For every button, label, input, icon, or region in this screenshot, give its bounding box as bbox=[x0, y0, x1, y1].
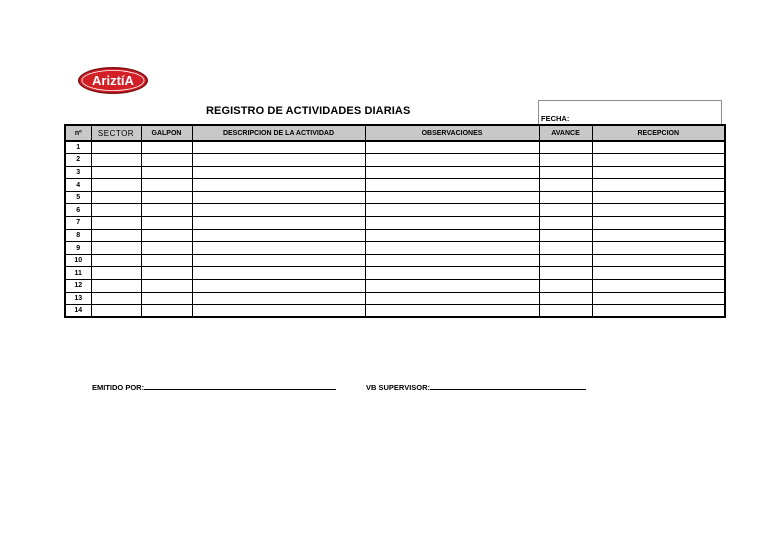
cell-num: 4 bbox=[65, 179, 91, 192]
column-header-observaciones: OBSERVACIONES bbox=[365, 125, 539, 141]
cell-recepcion[interactable] bbox=[592, 229, 725, 242]
cell-recepcion[interactable] bbox=[592, 166, 725, 179]
column-header-galpon: GALPON bbox=[141, 125, 192, 141]
cell-observaciones[interactable] bbox=[365, 229, 539, 242]
cell-descripcion[interactable] bbox=[192, 292, 365, 305]
cell-galpon[interactable] bbox=[141, 166, 192, 179]
cell-sector[interactable] bbox=[91, 229, 141, 242]
cell-avance[interactable] bbox=[539, 191, 592, 204]
cell-avance[interactable] bbox=[539, 254, 592, 267]
cell-num: 10 bbox=[65, 254, 91, 267]
cell-galpon[interactable] bbox=[141, 191, 192, 204]
fecha-label: FECHA: bbox=[541, 114, 570, 123]
cell-sector[interactable] bbox=[91, 292, 141, 305]
cell-recepcion[interactable] bbox=[592, 179, 725, 192]
cell-descripcion[interactable] bbox=[192, 280, 365, 293]
cell-num: 9 bbox=[65, 242, 91, 255]
cell-descripcion[interactable] bbox=[192, 166, 365, 179]
cell-sector[interactable] bbox=[91, 305, 141, 318]
emitido-label: EMITIDO POR: bbox=[92, 383, 145, 392]
cell-observaciones[interactable] bbox=[365, 191, 539, 204]
cell-recepcion[interactable] bbox=[592, 217, 725, 230]
cell-sector[interactable] bbox=[91, 166, 141, 179]
cell-avance[interactable] bbox=[539, 217, 592, 230]
vb-signature bbox=[366, 381, 586, 392]
cell-num: 5 bbox=[65, 191, 91, 204]
column-header-sector: SECTOR bbox=[91, 125, 141, 141]
cell-descripcion[interactable] bbox=[192, 154, 365, 167]
cell-descripcion[interactable] bbox=[192, 141, 365, 154]
ariztia-logo bbox=[77, 66, 149, 95]
cell-avance[interactable] bbox=[539, 280, 592, 293]
fecha-field[interactable] bbox=[538, 100, 722, 124]
table-row bbox=[65, 179, 725, 192]
cell-observaciones[interactable] bbox=[365, 141, 539, 154]
table-row bbox=[65, 267, 725, 280]
cell-recepcion[interactable] bbox=[592, 242, 725, 255]
column-header-avance: AVANCE bbox=[539, 125, 592, 141]
cell-galpon[interactable] bbox=[141, 305, 192, 318]
table-row bbox=[65, 254, 725, 267]
cell-galpon[interactable] bbox=[141, 179, 192, 192]
cell-sector[interactable] bbox=[91, 204, 141, 217]
cell-galpon[interactable] bbox=[141, 217, 192, 230]
emitido-signature bbox=[92, 381, 336, 392]
cell-observaciones[interactable] bbox=[365, 217, 539, 230]
vb-line[interactable] bbox=[430, 381, 586, 390]
cell-observaciones[interactable] bbox=[365, 280, 539, 293]
table-row bbox=[65, 305, 725, 318]
cell-num: 13 bbox=[65, 292, 91, 305]
cell-recepcion[interactable] bbox=[592, 141, 725, 154]
cell-sector[interactable] bbox=[91, 154, 141, 167]
cell-descripcion[interactable] bbox=[192, 217, 365, 230]
cell-observaciones[interactable] bbox=[365, 154, 539, 167]
cell-galpon[interactable] bbox=[141, 280, 192, 293]
vb-label: VB SUPERVISOR: bbox=[366, 383, 431, 392]
column-header-descripcion: DESCRIPCION DE LA ACTIVIDAD bbox=[192, 125, 365, 141]
cell-num: 6 bbox=[65, 204, 91, 217]
cell-galpon[interactable] bbox=[141, 229, 192, 242]
cell-recepcion[interactable] bbox=[592, 191, 725, 204]
cell-num: 1 bbox=[65, 141, 91, 154]
column-header-num: nº bbox=[65, 125, 91, 141]
cell-avance[interactable] bbox=[539, 267, 592, 280]
cell-num: 8 bbox=[65, 229, 91, 242]
cell-sector[interactable] bbox=[91, 191, 141, 204]
cell-avance[interactable] bbox=[539, 204, 592, 217]
cell-observaciones[interactable] bbox=[365, 292, 539, 305]
cell-descripcion[interactable] bbox=[192, 191, 365, 204]
cell-observaciones[interactable] bbox=[365, 166, 539, 179]
cell-sector[interactable] bbox=[91, 254, 141, 267]
activities-table bbox=[64, 124, 726, 318]
cell-num: 12 bbox=[65, 280, 91, 293]
table-row bbox=[65, 229, 725, 242]
cell-descripcion[interactable] bbox=[192, 179, 365, 192]
cell-galpon[interactable] bbox=[141, 141, 192, 154]
logo-text: AriztíA bbox=[92, 73, 134, 88]
cell-avance[interactable] bbox=[539, 242, 592, 255]
cell-avance[interactable] bbox=[539, 292, 592, 305]
column-header-recepcion: RECEPCION bbox=[592, 125, 725, 141]
cell-avance[interactable] bbox=[539, 166, 592, 179]
cell-descripcion[interactable] bbox=[192, 305, 365, 318]
cell-sector[interactable] bbox=[91, 217, 141, 230]
cell-observaciones[interactable] bbox=[365, 179, 539, 192]
cell-galpon[interactable] bbox=[141, 204, 192, 217]
cell-observaciones[interactable] bbox=[365, 305, 539, 318]
cell-galpon[interactable] bbox=[141, 292, 192, 305]
cell-avance[interactable] bbox=[539, 141, 592, 154]
cell-observaciones[interactable] bbox=[365, 267, 539, 280]
cell-galpon[interactable] bbox=[141, 242, 192, 255]
cell-recepcion[interactable] bbox=[592, 204, 725, 217]
cell-num: 7 bbox=[65, 217, 91, 230]
cell-observaciones[interactable] bbox=[365, 254, 539, 267]
cell-recepcion[interactable] bbox=[592, 280, 725, 293]
cell-galpon[interactable] bbox=[141, 267, 192, 280]
cell-observaciones[interactable] bbox=[365, 242, 539, 255]
cell-sector[interactable] bbox=[91, 242, 141, 255]
table-row bbox=[65, 217, 725, 230]
cell-num: 3 bbox=[65, 166, 91, 179]
page-title: REGISTRO DE ACTIVIDADES DIARIAS bbox=[206, 105, 411, 117]
table-row bbox=[65, 141, 725, 154]
cell-recepcion[interactable] bbox=[592, 267, 725, 280]
table-row bbox=[65, 242, 725, 255]
cell-sector[interactable] bbox=[91, 141, 141, 154]
table-header-row bbox=[65, 125, 725, 141]
cell-num: 11 bbox=[65, 267, 91, 280]
table-row bbox=[65, 292, 725, 305]
cell-avance[interactable] bbox=[539, 229, 592, 242]
cell-observaciones[interactable] bbox=[365, 204, 539, 217]
table-row bbox=[65, 280, 725, 293]
cell-sector[interactable] bbox=[91, 179, 141, 192]
cell-descripcion[interactable] bbox=[192, 267, 365, 280]
cell-recepcion[interactable] bbox=[592, 254, 725, 267]
cell-num: 2 bbox=[65, 154, 91, 167]
table-row bbox=[65, 166, 725, 179]
cell-sector[interactable] bbox=[91, 280, 141, 293]
cell-galpon[interactable] bbox=[141, 154, 192, 167]
table-row bbox=[65, 191, 725, 204]
table-row bbox=[65, 204, 725, 217]
cell-avance[interactable] bbox=[539, 305, 592, 318]
table-row bbox=[65, 154, 725, 167]
cell-descripcion[interactable] bbox=[192, 204, 365, 217]
cell-recepcion[interactable] bbox=[592, 305, 725, 318]
cell-avance[interactable] bbox=[539, 154, 592, 167]
cell-num: 14 bbox=[65, 305, 91, 318]
cell-recepcion[interactable] bbox=[592, 154, 725, 167]
cell-galpon[interactable] bbox=[141, 254, 192, 267]
cell-avance[interactable] bbox=[539, 179, 592, 192]
cell-recepcion[interactable] bbox=[592, 292, 725, 305]
cell-sector[interactable] bbox=[91, 267, 141, 280]
cell-descripcion[interactable] bbox=[192, 254, 365, 267]
cell-descripcion[interactable] bbox=[192, 229, 365, 242]
cell-descripcion[interactable] bbox=[192, 242, 365, 255]
emitido-line[interactable] bbox=[144, 381, 336, 390]
